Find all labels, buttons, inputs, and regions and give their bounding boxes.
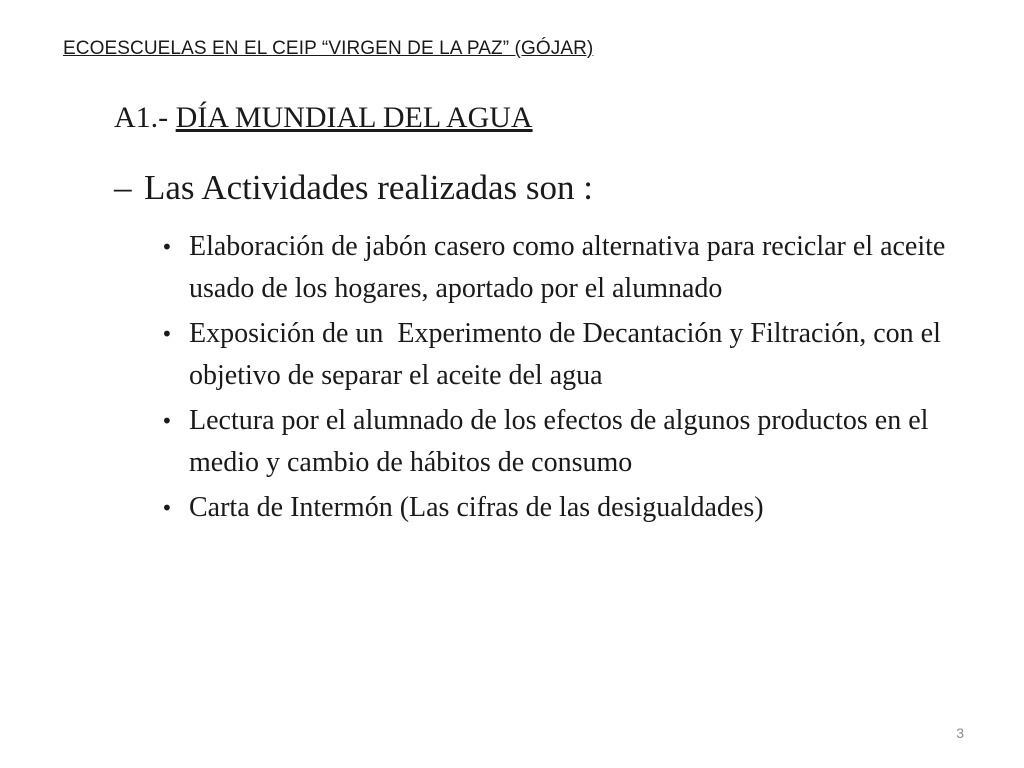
bullet-icon: •	[161, 409, 173, 433]
level1-item	[114, 168, 593, 208]
slide-subtitle	[114, 101, 533, 135]
list-item	[159, 400, 959, 484]
list-item	[159, 313, 959, 397]
dash-marker: –	[114, 168, 132, 207]
list-item-text: Lectura por el alumnado de los efectos de algunos productos en el medio y cambio de hábitos de consumo	[189, 405, 929, 478]
list-item	[159, 226, 959, 310]
list-item	[159, 487, 959, 529]
bullet-icon: •	[161, 496, 173, 520]
bullet-icon: •	[161, 322, 173, 346]
bullet-icon: •	[161, 235, 173, 259]
list-item-text: Elaboración de jabón casero como alternativa para reciclar el aceite usado de los hogares, aportado por el alumnado	[189, 231, 946, 304]
level1-text: Las Actividades realizadas son :	[144, 168, 594, 207]
page-number: 3	[956, 725, 964, 741]
bullet-list	[159, 226, 959, 532]
subtitle-prefix: A1.-	[114, 101, 176, 134]
list-item-text: Carta de Intermón (Las cifras de las desigualdades)	[189, 492, 764, 523]
subtitle-underlined: DÍA MUNDIAL DEL AGUA	[175, 101, 533, 134]
list-item-text: Exposición de un Experimento de Decantación y Filtración, con el objetivo de separar el aceite del agua	[189, 318, 948, 391]
slide-header: ECOESCUELAS EN EL CEIP “VIRGEN DE LA PAZ” (GÓJAR)	[63, 38, 594, 59]
